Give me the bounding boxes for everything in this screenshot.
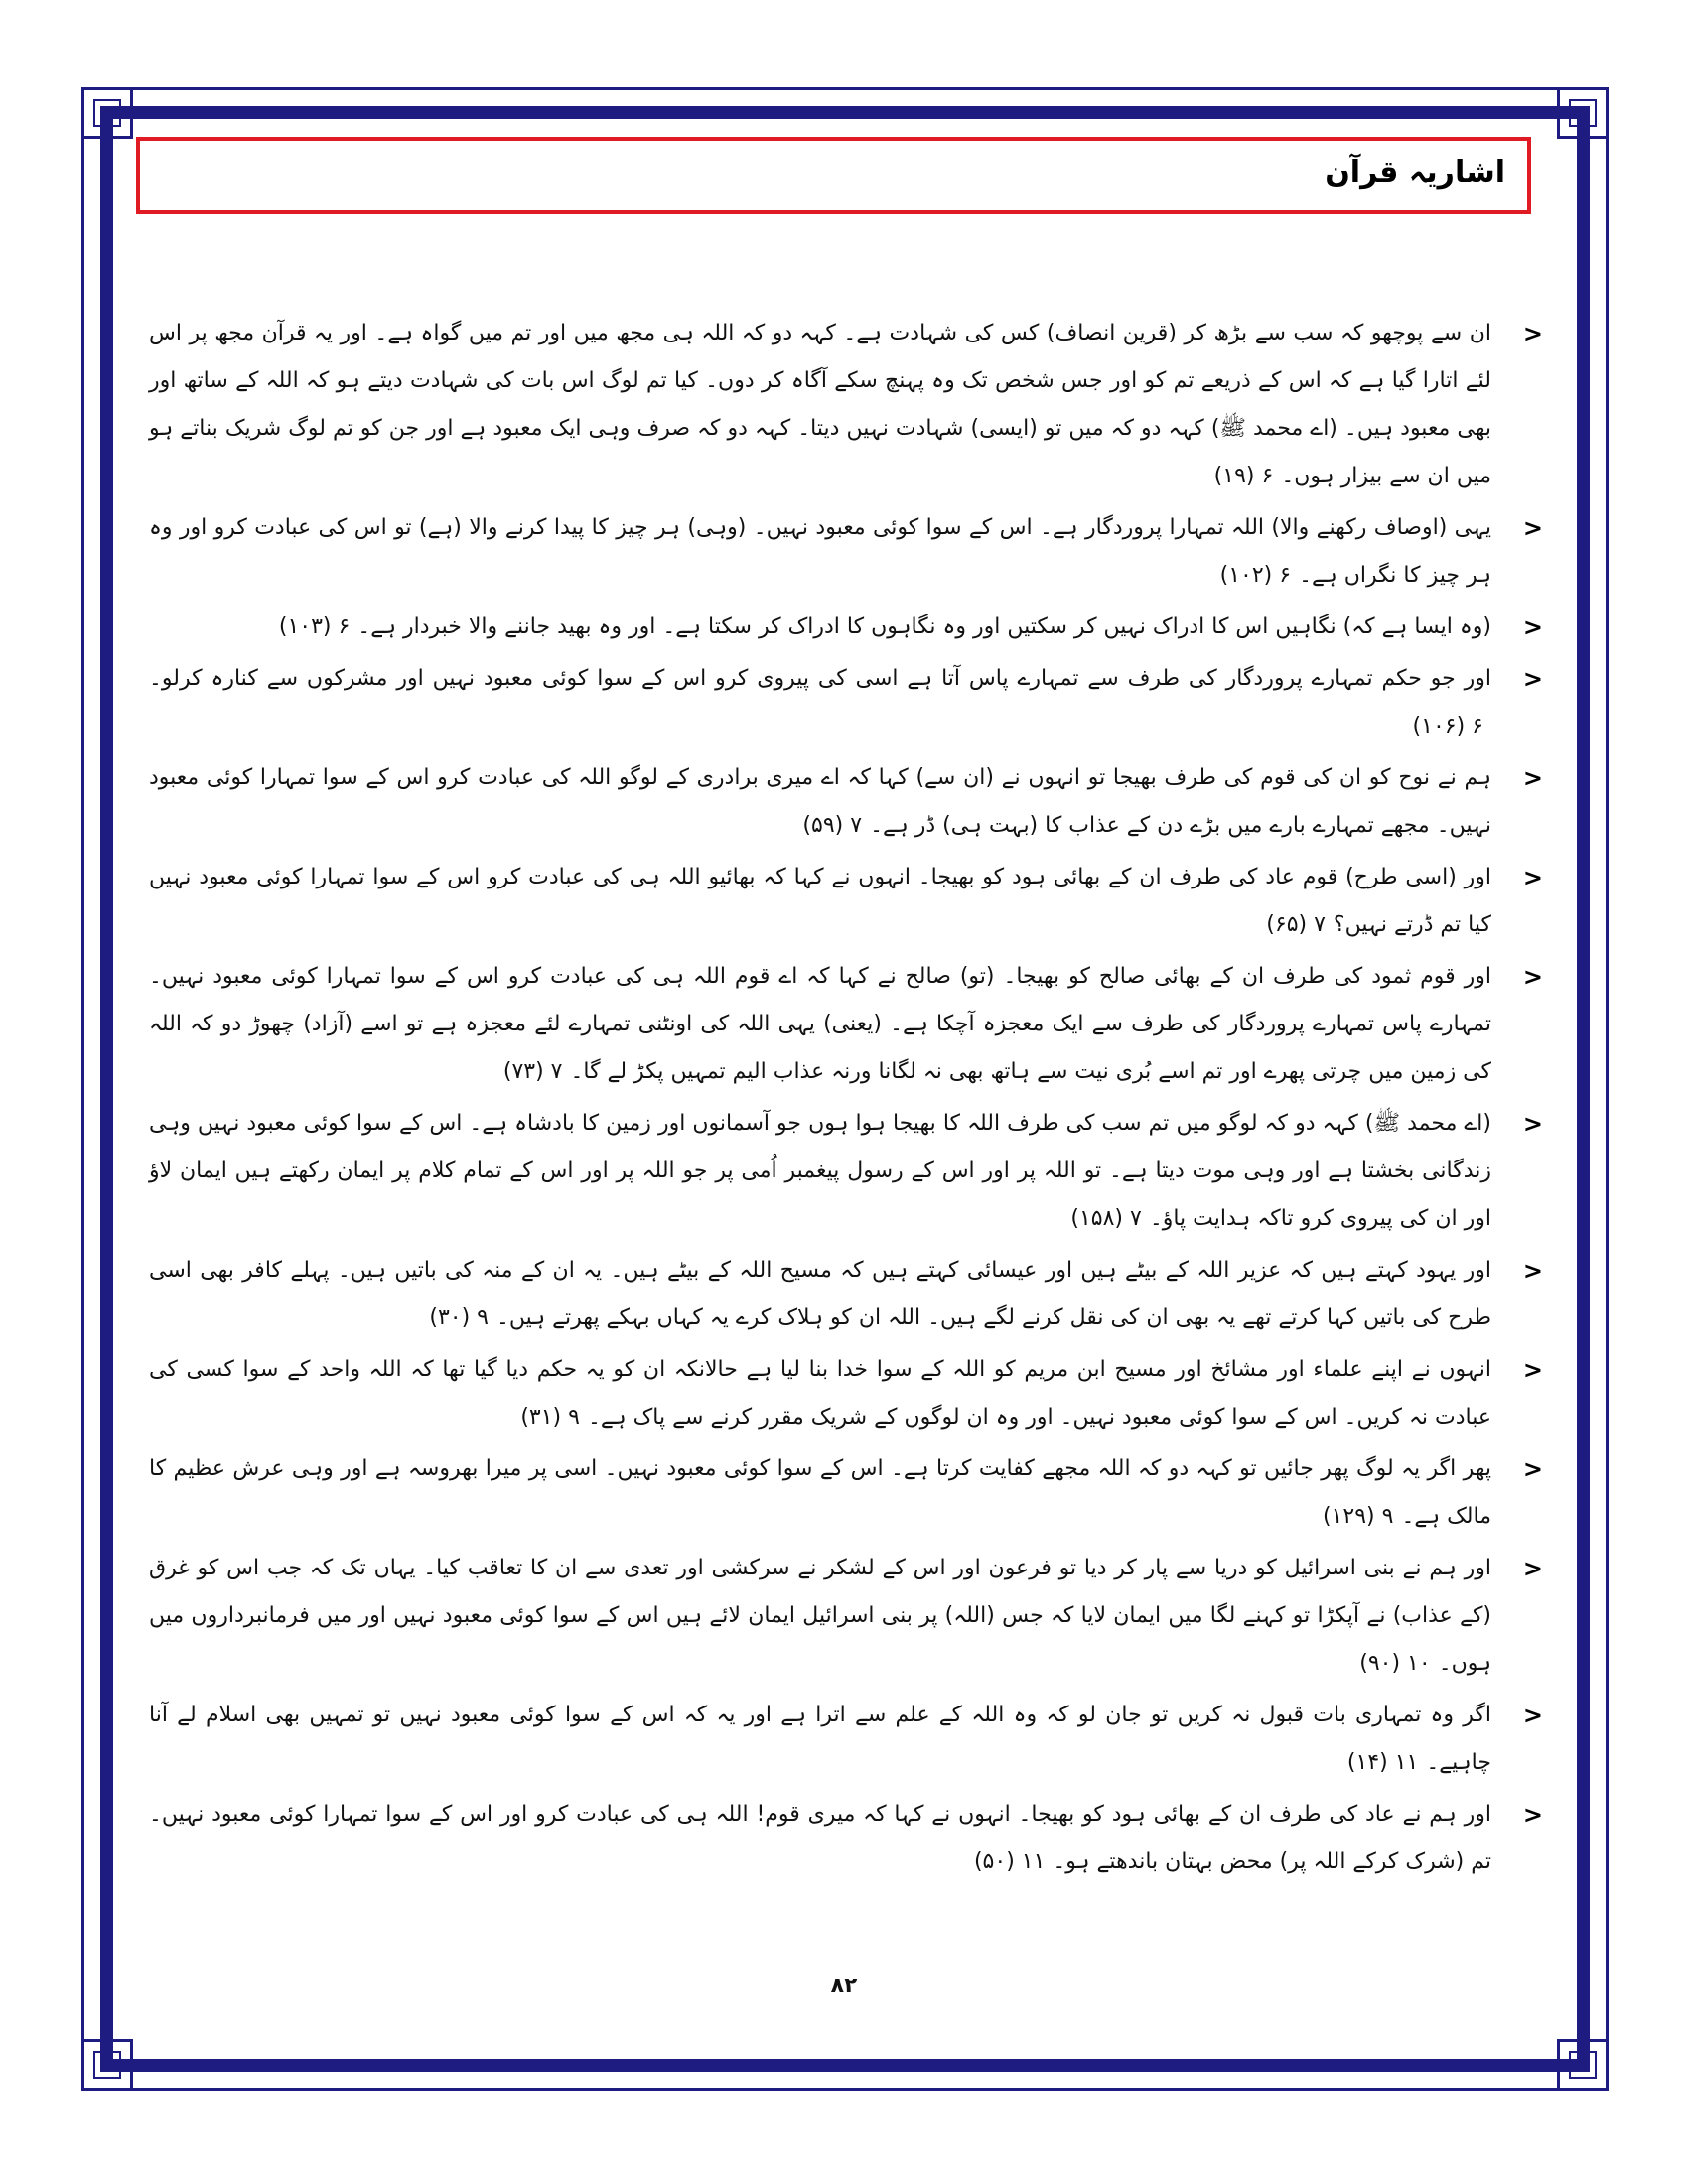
list-item: [149, 754, 1549, 850]
bullet-arrow-icon: >: [1522, 665, 1543, 693]
bullet-arrow-icon: >: [1522, 514, 1543, 542]
entry-text: انہوں نے اپنے علماء اور مشائخ اور مسیح ابن مریم کو اللہ کے سوا خدا بنا لیا ہے حالانکہ ان کو یہ حکم دیا گیا تھا کہ اللہ واحد کے سوا کسی کی عبادت نہ کریں۔ اس کے سوا کوئی معبود نہیں۔ اور وہ ان لوگوں کے شریک مقرر کرنے سے پاک ہے۔: [149, 1357, 1491, 1430]
entry-reference: ۶ (۱۰۲): [1219, 563, 1292, 588]
entry-reference: ۹ (۳۱): [520, 1405, 580, 1430]
list-item: [149, 1346, 1549, 1441]
bullet-arrow-icon: >: [1522, 1555, 1543, 1582]
entry-reference: ۱۱ (۵۰): [973, 1849, 1046, 1874]
bullet-arrow-icon: >: [1522, 864, 1543, 891]
entry-reference: ۶ (۱۹): [1213, 464, 1274, 488]
list-item: [149, 953, 1549, 1096]
entry-text: اور قوم ثمود کی طرف ان کے بھائی صالح کو بھیجا۔ (تو) صالح نے کہا کہ اے قوم اللہ ہی کی عبادت کرو اس کے سوا تمہارا کوئی معبود نہیں۔ تمہارے پاس تمہارے پروردگار کی طرف سے ایک معجزہ آچکا ہے۔ (یعنی) یہی اللہ کی اونٹنی تمہارے لئے معجزہ ہے تو اسے (آزاد) چھوڑ دو کہ اللہ کی زمین میں چرتی پھرے اور تم اسے بُری نیت سے ہاتھ بھی نہ لگانا ورنہ عذاب الیم تمہیں پکڑ لے گا۔: [149, 964, 1491, 1084]
list-item: [149, 604, 1549, 651]
list-item: [149, 854, 1549, 949]
bullet-arrow-icon: >: [1522, 1356, 1543, 1384]
entry-text: اور جو حکم تمہارے پروردگار کی طرف سے تمہارے پاس آتا ہے اسی کی پیروی کرو اس کے سوا کوئی معبود نہیں اور مشرکوں سے کنارہ کرلو۔: [149, 666, 1491, 691]
frame-corner-top-left: [81, 87, 133, 139]
bullet-arrow-icon: >: [1522, 1801, 1543, 1829]
entry-reference: ۶ (۱۰۶): [1412, 714, 1483, 739]
bullet-arrow-icon: >: [1522, 320, 1543, 347]
list-item: [149, 1692, 1549, 1787]
entry-text: اور ہم نے عاد کی طرف ان کے بھائی ہود کو بھیجا۔ انہوں نے کہا کہ میری قوم! اللہ ہی کی عبادت کرو اور اس کے سوا تمہارا کوئی معبود نہیں۔ تم (شرک کرکے اللہ پر) محض بہتان باندھتے ہو۔: [149, 1802, 1491, 1874]
entry-reference: ۷ (۷۳): [502, 1059, 563, 1084]
entry-text: اگر وہ تمہاری بات قبول نہ کریں تو جان لو کہ وہ اللہ کے علم سے اترا ہے اور یہ کہ اس کے سوا کوئی معبود نہیں تو تمہیں بھی اسلام لے آنا چاہیے۔: [149, 1703, 1491, 1775]
entry-text: پھر اگر یہ لوگ پھر جائیں تو کہہ دو کہ اللہ مجھے کفایت کرتا ہے۔ اس کے سوا کوئی معبود نہیں۔ اسی پر میرا بھروسہ ہے اور وہی عرش عظیم کا مالک ہے۔: [149, 1456, 1491, 1529]
entry-text: ہم نے نوح کو ان کی قوم کی طرف بھیجا تو انہوں نے (ان سے) کہا کہ اے میری برادری کے لوگو اللہ کی عبادت کرو اس کے سوا تمہارا کوئی معبود نہیں۔ مجھے تمہارے بارے میں بڑے دن کے عذاب کا (بہت ہی) ڈر ہے۔: [149, 765, 1491, 838]
bullet-arrow-icon: >: [1522, 1455, 1543, 1483]
entry-text: ان سے پوچھو کہ سب سے بڑھ کر (قرین انصاف) کس کی شہادت ہے۔ کہہ دو کہ اللہ ہی مجھ میں اور تم میں گواہ ہے۔ اور یہ قرآن مجھ پر اس لئے اتارا گیا ہے کہ اس کے ذریعے تم کو اور جس شخص تک وہ پہنچ سکے آگاہ کر دوں۔ کیا تم لوگ اس بات کی شہادت دیتے ہو کہ اللہ کے ساتھ اور بھی معبود ہیں۔ (اے محمد ﷺ) کہہ دو کہ میں تو (ایسی) شہادت نہیں دیتا۔ کہہ دو کہ صرف وہی ایک معبود ہے اور جن کو تم لوگ شریک بناتے ہو میں ان سے بیزار ہوں۔: [149, 321, 1491, 488]
list-item: [149, 1545, 1549, 1688]
page-title: اشاریہ قرآن: [1325, 155, 1505, 190]
frame-corner-top-right: [1557, 87, 1609, 139]
entry-reference: ۱۰ (۹۰): [1359, 1651, 1431, 1676]
list-item: [149, 1791, 1549, 1886]
entry-reference: ۱۱ (۱۴): [1346, 1750, 1419, 1775]
bullet-arrow-icon: >: [1522, 1110, 1543, 1138]
list-item: [149, 310, 1549, 500]
entry-text: اور (اسی طرح) قوم عاد کی طرف ان کے بھائی ہود کو بھیجا۔ انہوں نے کہا کہ بھائیو اللہ ہی کی عبادت کرو اس کے سوا تمہارا کوئی معبود نہیں کیا تم ڈرتے نہیں؟: [149, 865, 1491, 937]
entry-text: اور ہم نے بنی اسرائیل کو دریا سے پار کر دیا تو فرعون اور اس کے لشکر نے سرکشی اور تعدی سے ان کا تعاقب کیا۔ یہاں تک کہ جب اس کو غرق (کے عذاب) نے آپکڑا تو کہنے لگا میں ایمان لایا کہ جس (اللہ) پر بنی اسرائیل ایمان لائے ہیں اس کے سوا کوئی معبود نہیں اور میں فرمانبرداروں میں ہوں۔: [149, 1556, 1491, 1676]
entry-reference: ۷ (۵۹): [802, 813, 863, 838]
entry-reference: ۶ (۱۰۳): [278, 614, 351, 639]
entry-reference: ۹ (۳۰): [429, 1305, 489, 1330]
entry-text: اور یہود کہتے ہیں کہ عزیر اللہ کے بیٹے ہیں اور عیسائی کہتے ہیں کہ مسیح اللہ کے بیٹے ہیں۔ یہ ان کے منہ کی باتیں ہیں۔ پہلے کافر بھی اسی طرح کی باتیں کہا کرتے تھے یہ بھی ان کی نقل کرنے لگے ہیں۔ اللہ ان کو ہلاک کرے یہ کہاں بہکے پھرتے ہیں۔: [149, 1258, 1491, 1330]
list-item: [149, 1445, 1549, 1541]
bullet-arrow-icon: >: [1522, 764, 1543, 792]
entry-text: (اے محمد ﷺ) کہہ دو کہ لوگو میں تم سب کی طرف اللہ کا بھیجا ہوا ہوں جو آسمانوں اور زمین کا بادشاہ ہے۔ اس کے سوا کوئی معبود نہیں وہی زندگانی بخشتا ہے اور وہی موت دیتا ہے۔ تو اللہ پر اور اس کے رسول پیغمبر اُمی پر جو اللہ پر اور اس کے تمام کلام پر ایمان رکھتے ہیں ایمان لاؤ اور ان کی پیروی کرو تاکہ ہدایت پاؤ۔: [149, 1111, 1491, 1231]
entry-reference: ۹ (۱۲۹): [1323, 1504, 1394, 1529]
list-item: [149, 1247, 1549, 1342]
bullet-arrow-icon: >: [1522, 1257, 1543, 1285]
list-item: [149, 504, 1549, 600]
entry-text: (وہ ایسا ہے کہ) نگاہیں اس کا ادراک نہیں کر سکتیں اور وہ نگاہوں کا ادراک کر سکتا ہے۔ اور وہ بھید جاننے والا خبردار ہے۔: [357, 614, 1491, 639]
entries-list: [149, 310, 1549, 1890]
frame-corner-bottom-left: [81, 2039, 133, 2091]
page-number: ۸۲: [830, 1974, 858, 1998]
entry-reference: ۷ (۶۵): [1266, 912, 1326, 937]
list-item: [149, 655, 1549, 751]
bullet-arrow-icon: >: [1522, 1702, 1543, 1729]
list-item: [149, 1100, 1549, 1243]
bullet-arrow-icon: >: [1522, 614, 1543, 641]
frame-corner-bottom-right: [1557, 2039, 1609, 2091]
header-box: [136, 137, 1531, 214]
bullet-arrow-icon: >: [1522, 963, 1543, 991]
entry-text: یہی (اوصاف رکھنے والا) اللہ تمہارا پروردگار ہے۔ اس کے سوا کوئی معبود نہیں۔ (وہی) ہر چیز کا پیدا کرنے والا (ہے) تو اس کی عبادت کرو اور وہ ہر چیز کا نگراں ہے۔: [149, 515, 1491, 588]
entry-reference: ۷ (۱۵۸): [1070, 1206, 1142, 1231]
